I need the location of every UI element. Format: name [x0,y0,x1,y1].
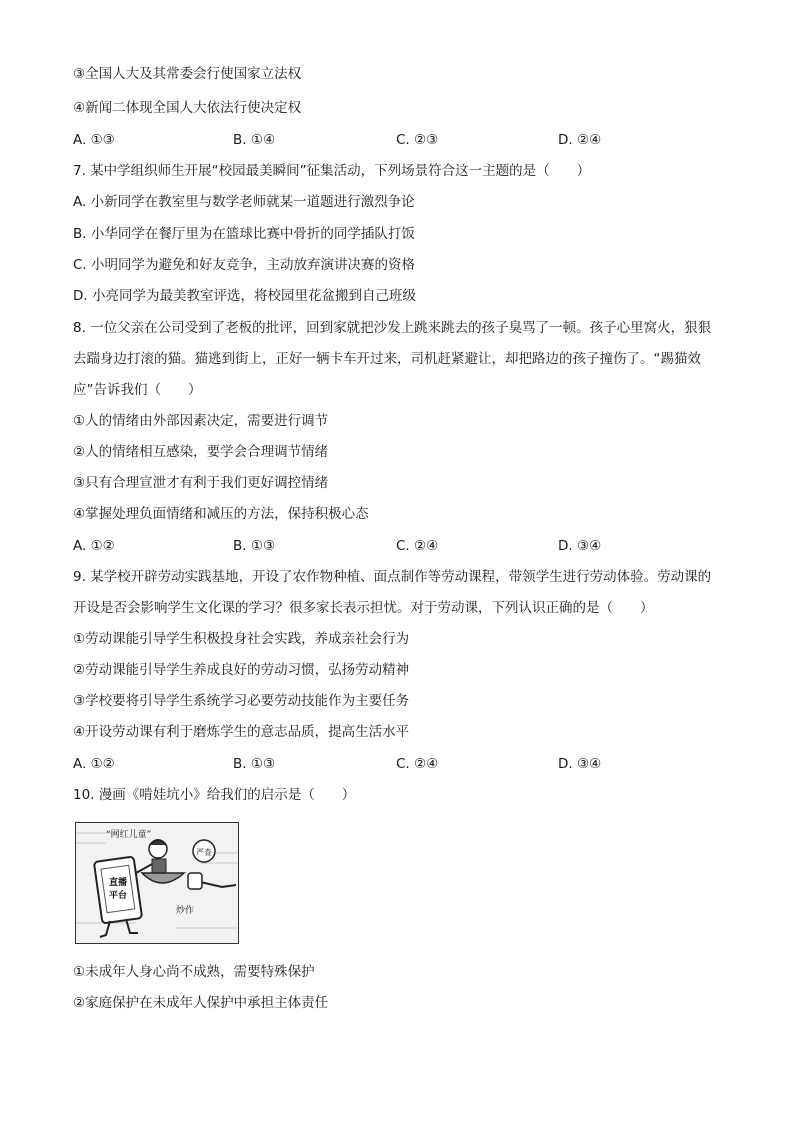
q8-option-a: A. ①② [73,538,115,554]
cartoon-image [75,822,239,944]
q9-option-a: A. ①② [73,756,115,772]
cartoon-title: “网红儿童” [106,830,152,840]
q10-item-1: ①未成年人身心尚不成熟，需要特殊保护 [73,964,315,980]
q7-option-a: A. 小新同学在教室里与数学老师就某一道题进行激烈争论 [73,194,415,210]
q8-item-2: ②人的情绪相互感染，要学会合理调节情绪 [73,444,329,460]
q9-item-1: ①劳动课能引导学生积极投身社会实践，养成亲社会行为 [73,631,410,647]
q8-item-1: ①人的情绪由外部因素决定，需要进行调节 [73,413,329,429]
q6-option-d: D. ②④ [558,132,602,148]
q9-option-d: D. ③④ [558,756,602,772]
cartoon-platform-label-2: 平台 [109,891,128,901]
q6-option-b: B. ①④ [233,132,276,148]
q9-item-4: ④开设劳动课有利于磨炼学生的意志品质，提高生活水平 [73,724,410,740]
q9-item-2: ②劳动课能引导学生养成良好的劳动习惯，弘扬劳动精神 [73,662,410,678]
q7-option-d: D. 小亮同学为最美教室评选，将校园里花盆搬到自己班级 [73,288,416,304]
q8-option-b: B. ①③ [233,538,276,554]
q6-option-c: C. ②③ [396,132,439,148]
q9-item-3: ③学校要将引导学生系统学习必要劳动技能作为主要任务 [73,693,410,709]
cartoon-stamp-label: 严查 [196,848,212,857]
q6-item-3: ③全国人大及其常委会行使国家立法权 [73,66,302,82]
cartoon-platform-label-1: 直播 [109,878,128,888]
q8-item-3: ③只有合理宣泄才有利于我们更好调控情绪 [73,475,329,491]
q7-option-b: B. 小华同学在餐厅里为在篮球比赛中骨折的同学插队打饭 [73,226,415,242]
q8-option-d: D. ③④ [558,538,602,554]
q9-option-c: C. ②④ [396,756,439,772]
q7-option-c: C. 小明同学为避免和好友竞争，主动放弃演讲决赛的资格 [73,257,416,273]
cartoon-hype-label: 炒作 [176,906,195,916]
q7-stem: 7. 某中学组织师生开展“校园最美瞬间”征集活动，下列场景符合这一主题的是（ ） [73,163,591,179]
q8-item-4: ④掌握处理负面情绪和减压的方法，保持积极心态 [73,506,369,522]
q10-item-2: ②家庭保护在未成年人保护中承担主体责任 [73,995,329,1011]
q8-option-c: C. ②④ [396,538,439,554]
cartoon-drawing [76,823,238,943]
q6-item-4: ④新闻二体现全国人大依法行使决定权 [73,100,302,116]
q8-stem: 8. 一位父亲在公司受到了老板的批评，回到家就把沙发上跳来跳去的孩子臭骂了一顿。孩子心里窝火，狠狠去踹身边打滚的猫。猫逃到街上，正好一辆卡车开过来，司机赶紧避让，却把路边的孩子撞伤了。“踢猫效应”告诉我们（ ） [73,320,712,398]
q9-stem: 9. 某学校开辟劳动实践基地，开设了农作物种植、面点制作等劳动课程，带领学生进行劳动体验。劳动课的开设是否会影响学生文化课的学习？很多家长表示担忧。对于劳动课，下列认识正确的是（ ） [73,569,712,616]
q10-stem: 10. 漫画《啃娃坑小》给我们的启示是（ ） [73,787,356,803]
q6-option-a: A. ①③ [73,132,115,148]
q9-option-b: B. ①③ [233,756,276,772]
